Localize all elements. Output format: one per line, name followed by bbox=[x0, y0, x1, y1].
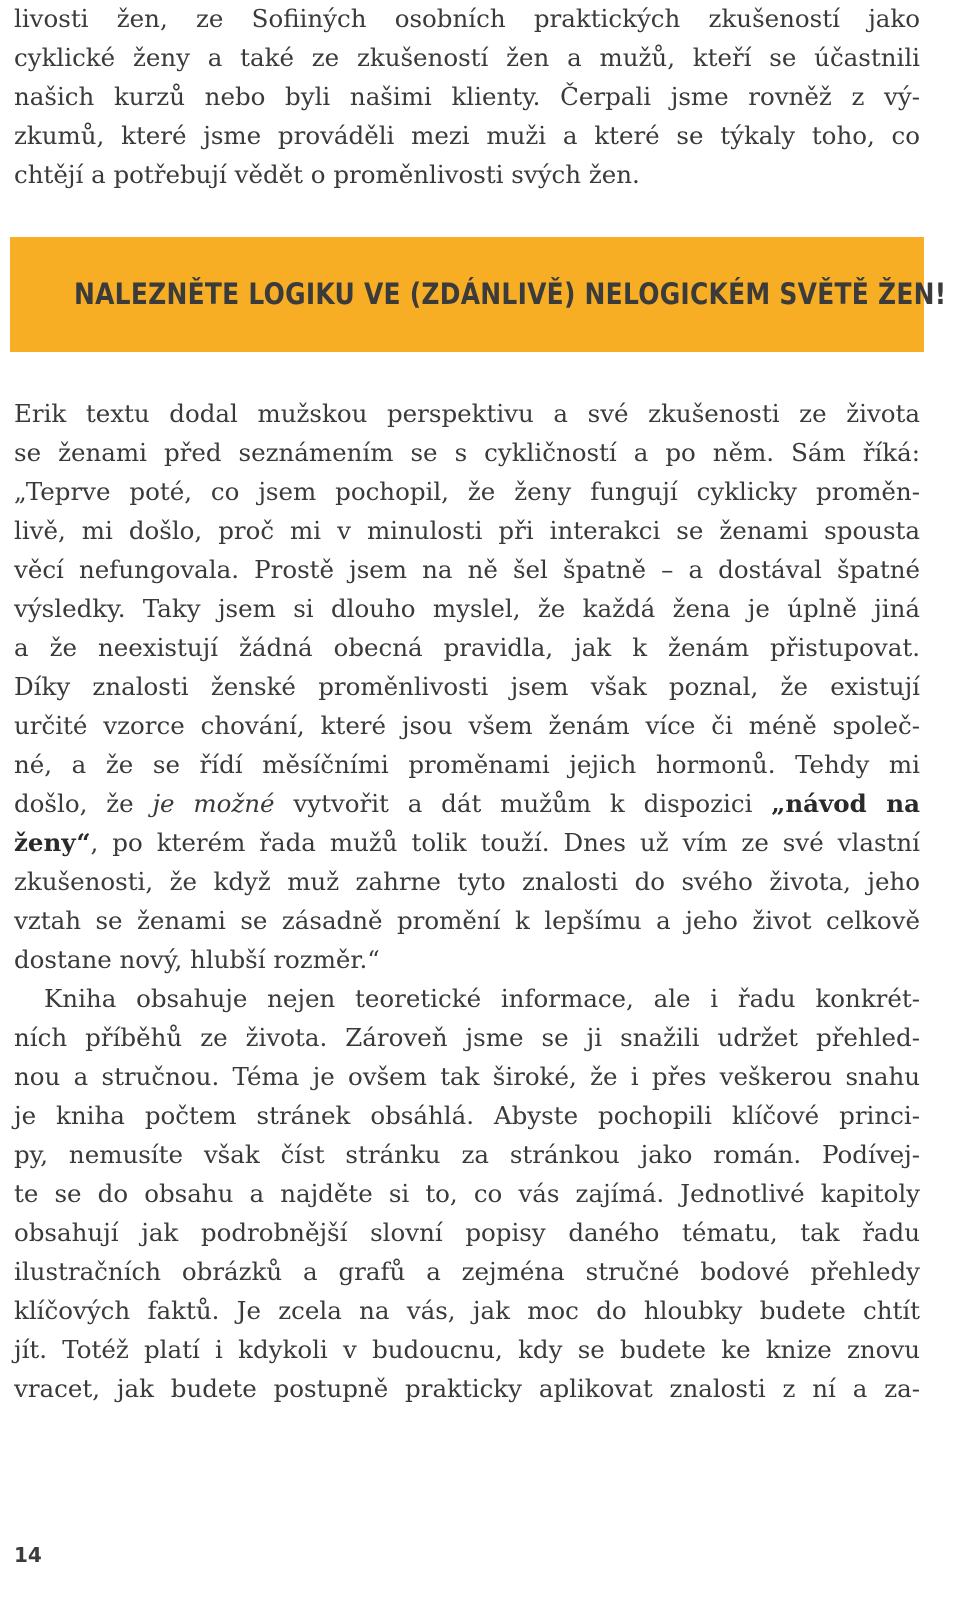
text-line: vztah se ženami se zásadně promění k lepšímu a jeho život celkově bbox=[14, 906, 920, 935]
text-run: vytvořit a dát mužům k dispozici bbox=[274, 789, 772, 818]
text-line: nou a stručnou. Téma je ovšem tak široké, že i přes veškerou snahu bbox=[14, 1062, 920, 1091]
text-line: vracet, jak budete postupně prakticky aplikovat znalosti z ní a za- bbox=[14, 1374, 920, 1403]
text-line: te se do obsahu a najděte si to, co vás zajímá. Jednotlivé kapitoly bbox=[14, 1179, 920, 1208]
section-banner bbox=[10, 237, 947, 352]
text-line: obsahují jak podrobnější slovní popisy daného tématu, tak řadu bbox=[14, 1218, 920, 1247]
text-line: ilustračních obrázků a grafů a zejména stručné bodové přehledy bbox=[14, 1257, 920, 1286]
text-run: , po kterém řada mužů tolik touží. Dnes už vím ze své vlastní bbox=[90, 828, 920, 857]
section-heading: NALEZNĚTE LOGIKU VE (ZDÁNLIVĚ) NELOGICKÉM SVĚTĚ ŽEN! bbox=[73, 277, 947, 311]
body-text bbox=[14, 394, 920, 1408]
text-run: došlo, že bbox=[14, 789, 153, 818]
bold-text: „návod na bbox=[771, 789, 920, 818]
text-line: Erik textu dodal mužskou perspektivu a své zkušenosti ze života bbox=[14, 399, 920, 428]
text-line: se ženami před seznámením se s cykličností a po něm. Sám říká: bbox=[14, 438, 920, 467]
bold-text: ženy“ bbox=[14, 828, 91, 857]
page-number: 14 bbox=[14, 1543, 42, 1567]
intro-paragraph bbox=[14, 0, 920, 194]
text-line: našich kurzů nebo byli našimi klienty. Čerpali jsme rovněž z vý- bbox=[14, 82, 920, 111]
text-line: livosti žen, ze Sofiiných osobních praktických zkušeností jako bbox=[14, 4, 920, 33]
text-line: chtějí a potřebují vědět o proměnlivosti svých žen. bbox=[14, 160, 640, 189]
text-line: a že neexistují žádná obecná pravidla, jak k ženám přistupovat. bbox=[14, 633, 920, 662]
text-line: cyklické ženy a také ze zkušeností žen a mužů, kteří se účastnili bbox=[14, 43, 920, 72]
text-line: jít. Totéž platí i kdykoli v budoucnu, kdy se budete ke knize znovu bbox=[14, 1335, 920, 1364]
text-line-rich bbox=[14, 784, 920, 823]
text-line-rich bbox=[14, 823, 920, 862]
text-line: py, nemusíte však číst stránku za stránkou jako román. Podívej- bbox=[14, 1140, 920, 1169]
text-line: Díky znalosti ženské proměnlivosti jsem však poznal, že existují bbox=[14, 672, 920, 701]
text-line: né, a že se řídí měsíčními proměnami jejich hormonů. Tehdy mi bbox=[14, 750, 920, 779]
text-line: věcí nefungovala. Prostě jsem na ně šel špatně – a dostával špatné bbox=[14, 555, 920, 584]
text-line: klíčových faktů. Je zcela na vás, jak moc do hloubky budete chtít bbox=[14, 1296, 920, 1325]
text-line: určité vzorce chování, které jsou všem ženám více či méně společ- bbox=[14, 711, 920, 740]
text-line: výsledky. Taky jsem si dlouho myslel, že každá žena je úplně jiná bbox=[14, 594, 920, 623]
text-line: zkumů, které jsme prováděli mezi muži a které se týkaly toho, co bbox=[14, 121, 920, 150]
text-line: „Teprve poté, co jsem pochopil, že ženy fungují cyklicky proměn- bbox=[14, 477, 920, 506]
text-line: je kniha počtem stránek obsáhlá. Abyste pochopili klíčové princi- bbox=[14, 1101, 920, 1130]
text-line: Kniha obsahuje nejen teoretické informace, ale i řadu konkrét- bbox=[44, 984, 920, 1013]
emphasis-text: je možné bbox=[152, 789, 275, 818]
text-line: livě, mi došlo, proč mi v minulosti při interakci se ženami spousta bbox=[14, 516, 920, 545]
text-line: ních příběhů ze života. Zároveň jsme se ji snažili udržet přehled- bbox=[14, 1023, 920, 1052]
text-line: zkušenosti, že když muž zahrne tyto znalosti do svého života, jeho bbox=[14, 867, 920, 896]
text-line: dostane nový, hlubší rozměr.“ bbox=[14, 945, 380, 974]
